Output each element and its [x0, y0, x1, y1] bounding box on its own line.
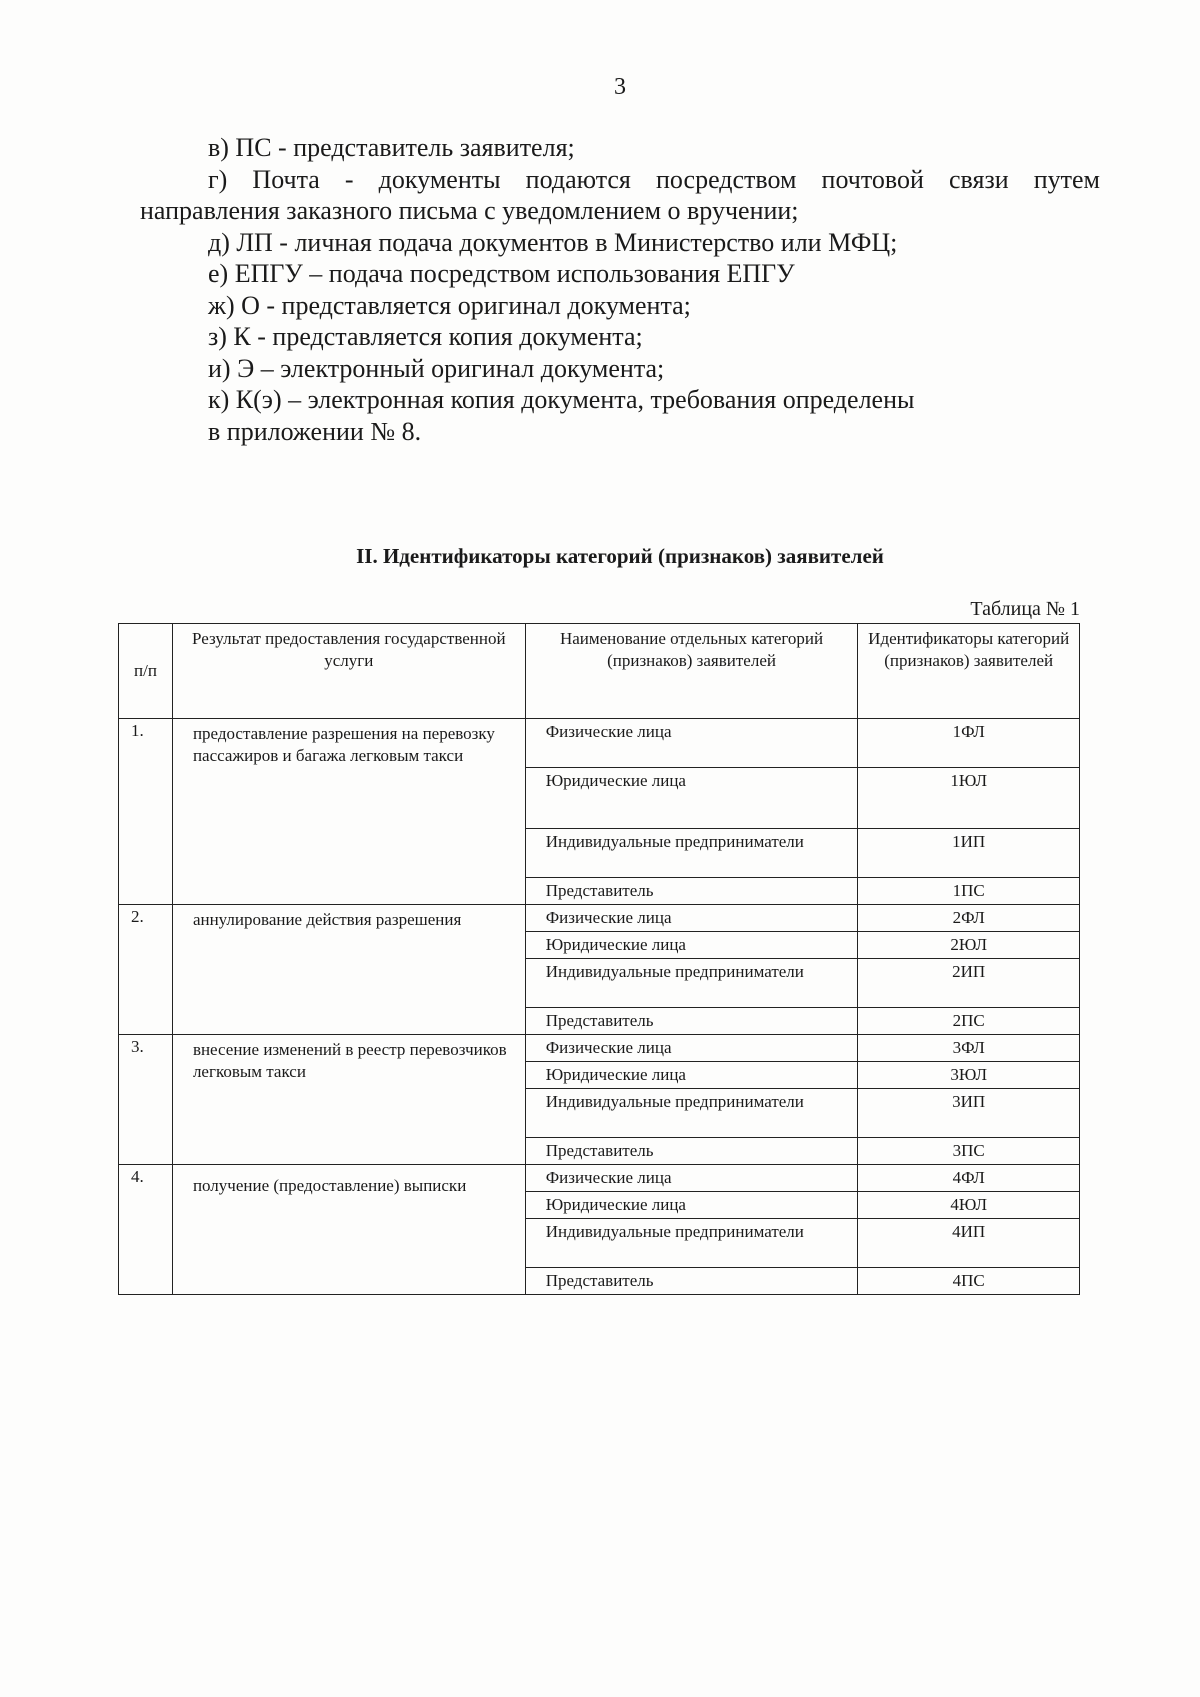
row-identifier: 2ЮЛ [858, 932, 1080, 959]
row-category: Юридические лица [525, 1192, 858, 1219]
row-category: Индивидуальные предприниматели [525, 1089, 858, 1138]
row-number: 1. [119, 719, 173, 905]
header-number: п/п [119, 624, 173, 719]
row-category: Индивидуальные предприниматели [525, 959, 858, 1008]
definition-item: в приложении № 8. [208, 416, 422, 446]
row-identifier: 1ИП [858, 829, 1080, 878]
definition-item: д) ЛП - личная подача документов в Министерство или МФЦ; [208, 227, 898, 257]
row-identifier: 3ФЛ [858, 1035, 1080, 1062]
row-category: Представитель [525, 1008, 858, 1035]
row-result: аннулирование действия разрешения [172, 905, 525, 1035]
definition-item: и) Э – электронный оригинал документа; [208, 353, 665, 383]
row-identifier: 2ПС [858, 1008, 1080, 1035]
table-row [119, 1035, 1080, 1062]
row-identifier: 3ПС [858, 1138, 1080, 1165]
applicant-categories-table [118, 623, 1080, 1295]
row-category: Представитель [525, 1138, 858, 1165]
row-identifier: 4ФЛ [858, 1165, 1080, 1192]
definition-item: е) ЕПГУ – подача посредством использования ЕПГУ [208, 259, 795, 288]
definition-item: к) К(э) – электронная копия документа, требования определены [208, 385, 915, 414]
row-category: Физические лица [525, 905, 858, 932]
page-number: 3 [614, 74, 626, 100]
row-category: Представитель [525, 1268, 858, 1295]
row-category: Физические лица [525, 1035, 858, 1062]
row-category: Индивидуальные предприниматели [525, 1219, 858, 1268]
row-identifier: 4ЮЛ [858, 1192, 1080, 1219]
row-identifier: 2ФЛ [858, 905, 1080, 932]
table-row [119, 905, 1080, 932]
row-identifier: 4ИП [858, 1219, 1080, 1268]
header-identifier: Идентификаторы категорий (признаков) заявителей [858, 624, 1080, 719]
section-title: II. Идентификаторы категорий (признаков) заявителей [356, 544, 884, 568]
row-category: Физические лица [525, 719, 858, 768]
row-identifier: 4ПС [858, 1268, 1080, 1295]
table-header-row [119, 624, 1080, 719]
row-identifier: 1ЮЛ [858, 768, 1080, 829]
definition-item: направления заказного письма с уведомлением о вручении; [140, 196, 799, 225]
table-row [119, 1165, 1080, 1192]
row-identifier: 3ЮЛ [858, 1062, 1080, 1089]
table-caption: Таблица № 1 [970, 598, 1080, 620]
row-identifier: 1ФЛ [858, 719, 1080, 768]
row-category: Физические лица [525, 1165, 858, 1192]
definition-item: з) К - представляется копия документа; [208, 322, 643, 351]
table-row [119, 719, 1080, 768]
definition-item: ж) О - представляется оригинал документа; [208, 290, 691, 320]
header-result: Результат предоставления государственной услуги [172, 624, 525, 719]
row-identifier: 1ПС [858, 878, 1080, 905]
definition-item: г) Почта - документы подаются посредством почтовой связи путем [208, 164, 1100, 194]
row-identifier: 2ИП [858, 959, 1080, 1008]
definition-item: в) ПС - представитель заявителя; [208, 133, 575, 162]
row-category: Юридические лица [525, 1062, 858, 1089]
row-result: предоставление разрешения на перевозку пассажиров и багажа легковым такси [172, 719, 525, 905]
row-category: Юридические лица [525, 932, 858, 959]
row-category: Индивидуальные предприниматели [525, 829, 858, 878]
row-identifier: 3ИП [858, 1089, 1080, 1138]
row-number: 2. [119, 905, 173, 1035]
row-result: внесение изменений в реестр перевозчиков легковым такси [172, 1035, 525, 1165]
row-number: 3. [119, 1035, 173, 1165]
definitions-list [140, 132, 1100, 447]
header-category: Наименование отдельных категорий (признаков) заявителей [525, 624, 858, 719]
row-category: Представитель [525, 878, 858, 905]
row-result: получение (предоставление) выписки [172, 1165, 525, 1295]
row-number: 4. [119, 1165, 173, 1295]
row-category: Юридические лица [525, 768, 858, 829]
